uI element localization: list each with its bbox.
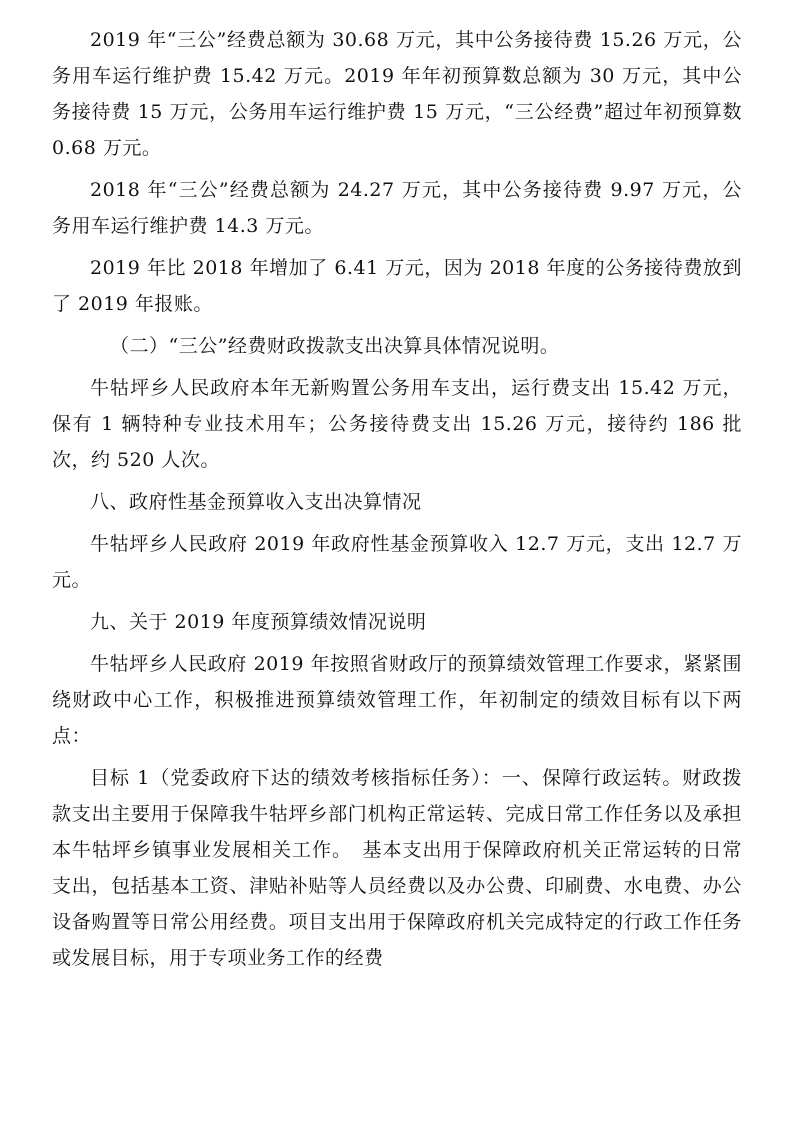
paragraph-three-public-2018: 2018 年“三公”经费总额为 24.27 万元，其中公务接待费 9.97 万元，公务用车运行维护费 14.3 万元。 [52, 179, 742, 237]
paragraph-government-fund: 牛牯坪乡人民政府 2019 年政府性基金预算收入 12.7 万元，支出 12.7 万元。 [52, 533, 742, 591]
section-heading-fiscal-detail: （二）“三公”经费财政拨款支出决算具体情况说明。 [110, 335, 560, 357]
paragraph-year-comparison: 2019 年比 2018 年增加了 6.41 万元，因为 2018 年度的公务接待费放到了 2019 年报账。 [52, 257, 742, 315]
paragraph-vehicle-reception: 牛牯坪乡人民政府本年无新购置公务用车支出，运行费支出 15.42 万元，保有 1 辆特种专业技术用车；公务接待费支出 15.26 万元，接待约 186 批次，约 520 人次。 [52, 377, 742, 471]
section-heading-performance: 九、关于 2019 年度预算绩效情况说明 [90, 611, 427, 633]
paragraph-three-public-2019: 2019 年“三公”经费总额为 30.68 万元，其中公务接待费 15.26 万元，公务用车运行维护费 15.42 万元。2019 年年初预算数总额为 30 万元，其中公务接待费 15 万元，公务用车运行维护费 15 万元，“三公经费”超过年初预算数 0.68 万元。 [52, 29, 742, 159]
paragraph-target-1: 目标 1（党委政府下达的绩效考核指标任务）：一、保障行政运转。财政拨款支出主要用于保障我牛牯坪乡部门机构正常运转、完成日常工作任务以及承担本牛牯坪乡镇事业发展相关工作。 基本支出用于保障政府机关正常运转的日常支出，包括基本工资、津贴补贴等人员经费以及办公费、印刷费、水电费、办公设备购置等日常公用经费。项目支出用于保障政府机关完成特定的行政工作任务或发展目标，用于专项业务工作的经费 [52, 767, 742, 969]
paragraph-performance-intro: 牛牯坪乡人民政府 2019 年按照省财政厅的预算绩效管理工作要求，紧紧围绕财政中心工作，积极推进预算绩效管理工作，年初制定的绩效目标有以下两点： [52, 653, 742, 747]
document-body [52, 22, 742, 976]
section-heading-government-fund: 八、政府性基金预算收入支出决算情况 [90, 491, 422, 513]
